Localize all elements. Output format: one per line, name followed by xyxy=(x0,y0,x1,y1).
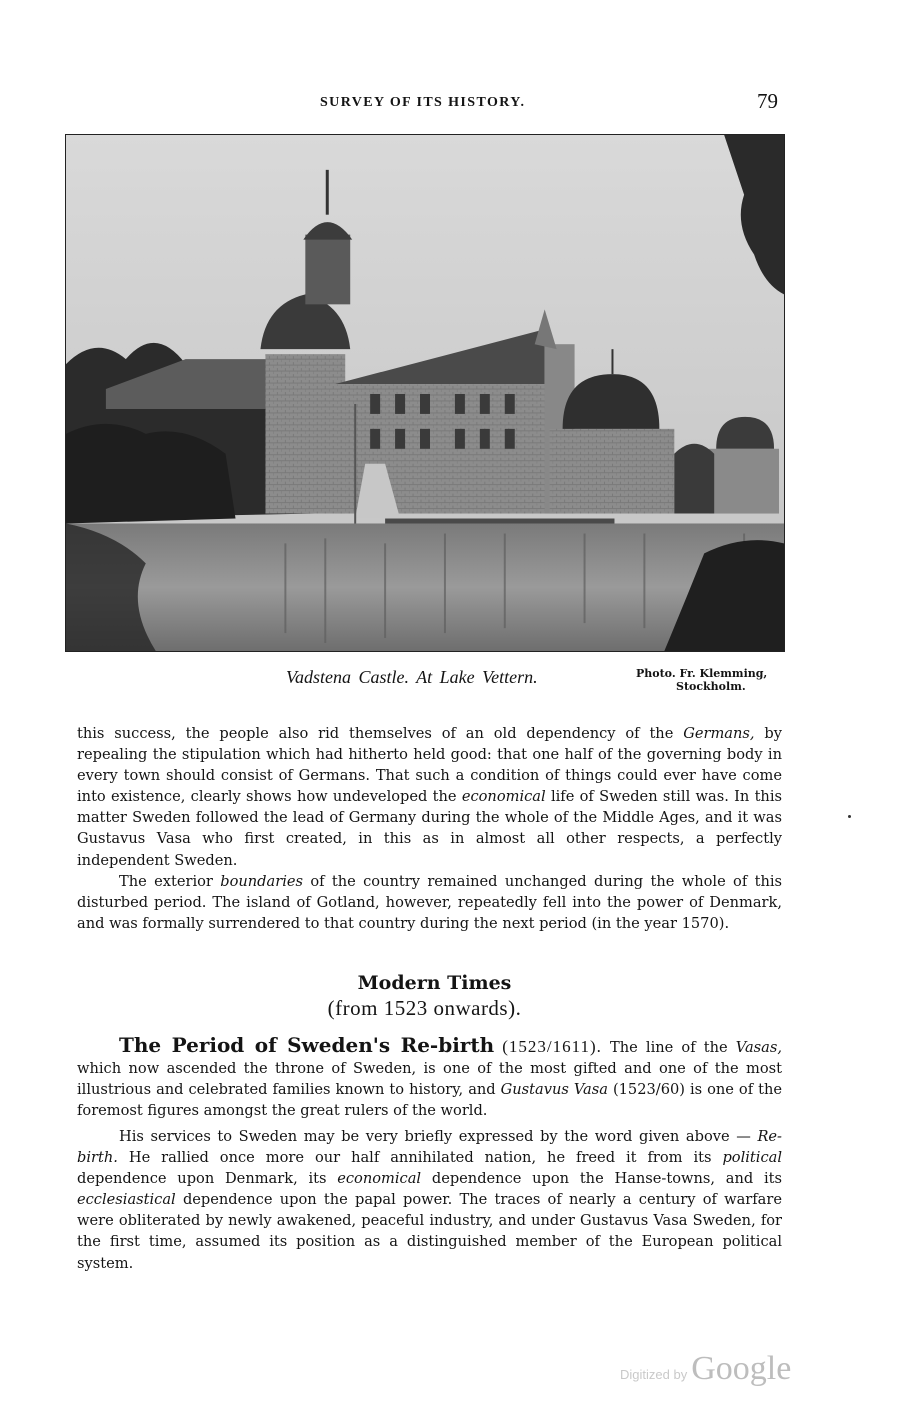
figure-caption: Vadstena Castle. At Lake Vettern. xyxy=(286,667,538,687)
text-run: The line of the xyxy=(601,1039,736,1056)
text-run: this success, the people also rid themselves of an old dependency of the xyxy=(77,725,684,742)
paragraph-2-text xyxy=(77,871,782,934)
period-heading: The Period of Sweden's Re-birth xyxy=(119,1033,495,1057)
text-run: The exterior xyxy=(119,873,221,890)
italic-run: economical xyxy=(461,788,546,806)
digitized-watermark xyxy=(620,1350,791,1388)
italic-run: boundaries xyxy=(220,873,303,890)
section-title: Modern Times xyxy=(357,972,512,994)
paragraph-3 xyxy=(77,1035,782,1121)
credit-line-1: Photo. Fr. Klemming, xyxy=(636,667,768,680)
text-run: which now ascended the throne of Sweden, is one of the most gifted and one of the most illustrious and celebrated families known to history, and xyxy=(77,1060,782,1099)
stray-mark xyxy=(848,815,851,818)
paragraph-3-text xyxy=(77,1035,782,1121)
paragraph-1-text xyxy=(77,723,782,871)
text-run: dependence upon Denmark, its xyxy=(77,1170,338,1188)
paragraph-1 xyxy=(77,723,782,871)
watermark-prefix: Digitized by xyxy=(620,1367,688,1382)
castle-photograph xyxy=(65,134,785,652)
text-run: He rallied once more our half annihilated nation, he freed it from its xyxy=(117,1149,723,1167)
text-run: life of Sweden still was. In this matter Sweden followed the lead of Germany during the whole of the Middle Ages, and it was Gustavus Vasa who first created, in this as in almost all other respects, a perfectly independent Sweden. xyxy=(77,788,782,869)
running-title: SURVEY OF ITS HISTORY. xyxy=(320,95,526,110)
italic-run: ecclesiastical xyxy=(77,1191,176,1209)
section-subtitle: (from 1523 onwards). xyxy=(327,996,522,1020)
text-run: (1523/60) is one of the foremost figures amongst the great rulers of the world. xyxy=(77,1081,782,1120)
period-dates: (1523/1611). xyxy=(502,1037,602,1056)
page-number: 79 xyxy=(757,89,778,113)
castle-photo-image xyxy=(66,135,784,651)
italic-run: Gustavus Vasa xyxy=(500,1081,608,1099)
italic-run: Vasas, xyxy=(735,1039,782,1056)
italic-run: economical xyxy=(337,1170,422,1188)
paragraph-2 xyxy=(77,871,782,934)
text-run: dependence upon the Hanse-towns, and its xyxy=(421,1170,782,1188)
watermark-logo: Google xyxy=(691,1350,792,1387)
text-run: of the country remained unchanged during the whole of this disturbed period. The island of Gotland, however, repeatedly fell into the power of Denmark, and was formally surrendered to that country during the next period (in the year 1570). xyxy=(77,873,783,933)
paragraph-4 xyxy=(77,1126,782,1274)
italic-run: Re-birth. xyxy=(77,1128,782,1167)
paragraph-4-text xyxy=(77,1126,782,1274)
italic-run: Germans, xyxy=(683,725,755,742)
text-run: His services to Sweden may be very briefly expressed by the word given above — xyxy=(119,1128,758,1145)
credit-line-2: Stockholm. xyxy=(676,680,746,693)
photo-credit xyxy=(636,667,786,693)
italic-run: political xyxy=(722,1149,782,1167)
text-run: dependence upon the papal power. The traces of nearly a century of warfare were obliterated by newly awakened, peaceful industry, and under Gustavus Vasa Sweden, for the first time, assumed its position as a distinguished member of the European political system. xyxy=(77,1191,782,1272)
text-run: by repealing the stipulation which had hitherto held good: that one half of the governing body in every town should consist of Germans. That such a condition of things could ever have come into existence, clearly shows how undeveloped the xyxy=(77,725,782,806)
